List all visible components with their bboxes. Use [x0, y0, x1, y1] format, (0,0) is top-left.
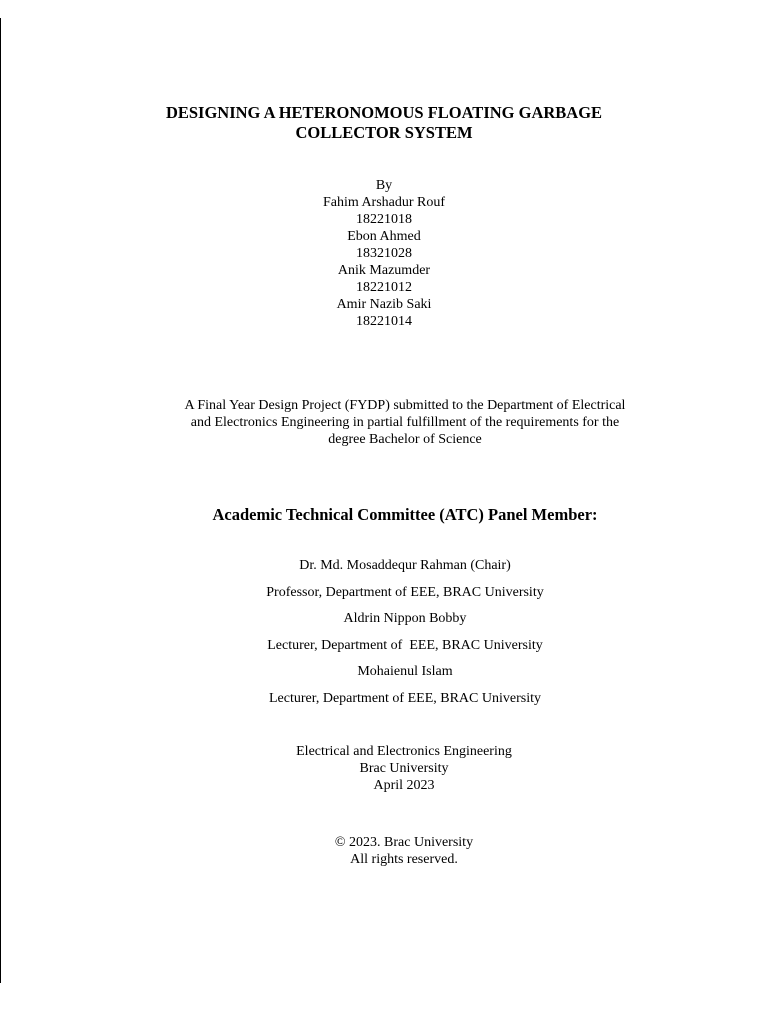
copyright-line-1: © 2023. Brac University — [334, 835, 474, 850]
member-name: Mohaienul Islam — [357, 664, 453, 680]
submission-line-2: and Electronics Engineering in partial fulfillment of the requirements for the — [190, 415, 620, 430]
submission-date: April 2023 — [373, 778, 435, 793]
copyright-line-2: All rights reserved. — [350, 852, 458, 867]
author-id: 18221018 — [356, 212, 412, 227]
author-id: 18221014 — [356, 314, 412, 329]
university-name: Brac University — [359, 761, 449, 776]
submission-line-3: degree Bachelor of Science — [328, 432, 482, 447]
by-label: By — [375, 178, 393, 193]
committee-members — [205, 557, 605, 717]
member-position: Professor, Department of EEE, BRAC University — [266, 584, 544, 600]
member-position: Lecturer, Department of EEE, BRAC University — [267, 637, 543, 653]
document-title — [100, 103, 668, 143]
author-block — [234, 177, 534, 330]
title-line-1: DESIGNING A HETERONOMOUS FLOATING GARBAGE — [165, 103, 603, 122]
member-name: Aldrin Nippon Bobby — [343, 611, 467, 627]
author-name: Amir Nazib Saki — [336, 297, 432, 312]
submission-statement — [120, 397, 690, 448]
copyright-notice — [254, 834, 554, 868]
author-name: Anik Mazumder — [337, 263, 431, 278]
committee-heading: Academic Technical Committee (ATC) Panel Member: — [212, 505, 598, 524]
submission-line-1: A Final Year Design Project (FYDP) submitted to the Department of Electrical — [184, 398, 626, 413]
author-id: 18321028 — [356, 246, 412, 261]
author-name: Fahim Arshadur Rouf — [322, 195, 446, 210]
department-name: Electrical and Electronics Engineering — [296, 744, 512, 759]
title-line-2: COLLECTOR SYSTEM — [295, 123, 473, 142]
institution-block — [254, 743, 554, 794]
author-name: Ebon Ahmed — [347, 229, 421, 244]
member-position: Lecturer, Department of EEE, BRAC University — [269, 690, 541, 706]
author-id: 18221012 — [356, 280, 412, 295]
member-name: Dr. Md. Mosaddequr Rahman (Chair) — [299, 558, 511, 573]
